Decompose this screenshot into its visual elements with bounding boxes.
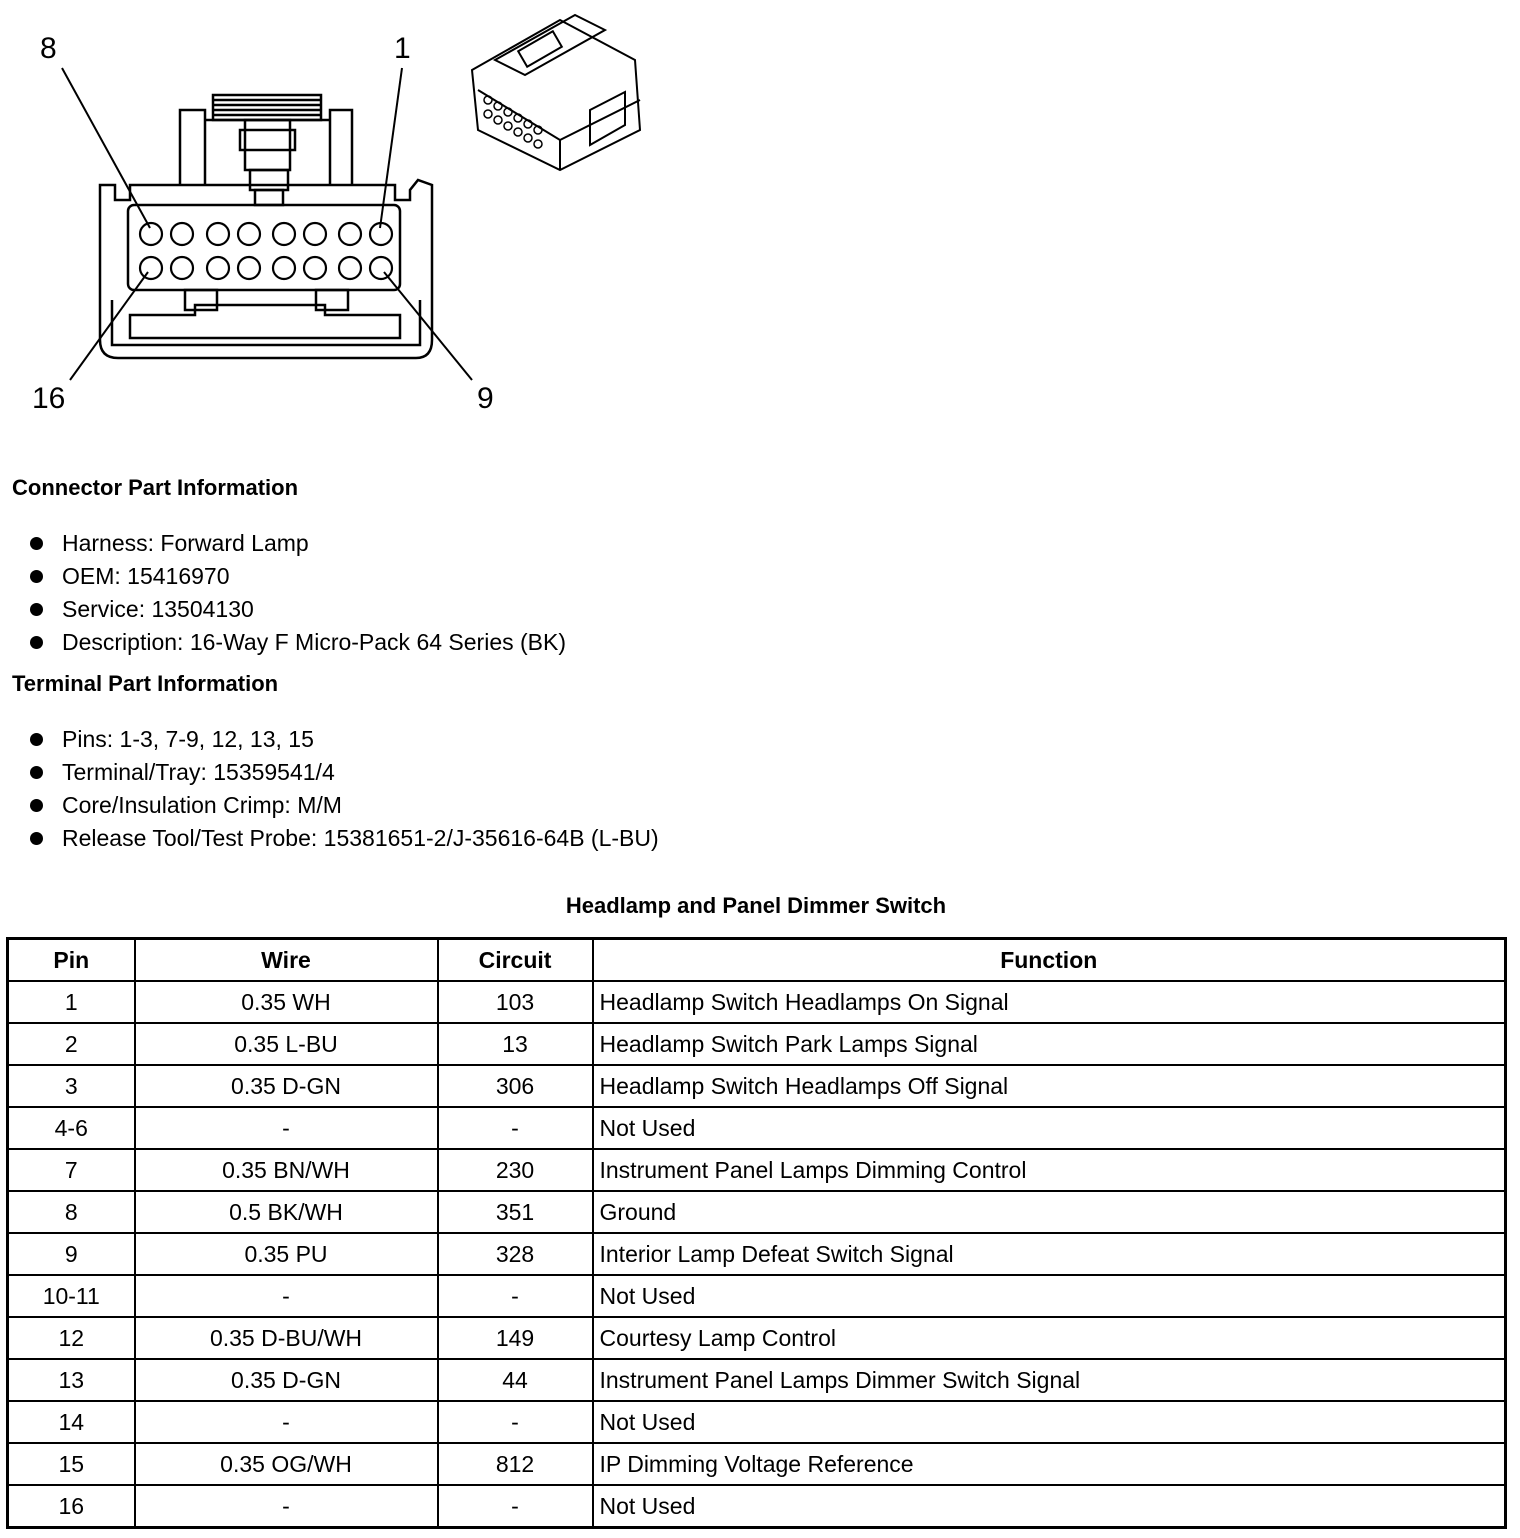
bullet-icon bbox=[30, 603, 43, 616]
circuit-cell: - bbox=[438, 1107, 593, 1149]
connector-info-list bbox=[30, 527, 566, 659]
circuit-cell: 328 bbox=[438, 1233, 593, 1275]
function-cell: Not Used bbox=[593, 1401, 1506, 1443]
table-row bbox=[8, 1023, 1506, 1065]
table-body bbox=[8, 981, 1506, 1528]
wire-cell: 0.35 D-GN bbox=[135, 1359, 438, 1401]
function-cell: Interior Lamp Defeat Switch Signal bbox=[593, 1233, 1506, 1275]
table-title: Headlamp and Panel Dimmer Switch bbox=[565, 893, 947, 918]
bullet-icon bbox=[30, 733, 43, 746]
pin-cell: 7 bbox=[8, 1149, 135, 1191]
circuit-cell: - bbox=[438, 1401, 593, 1443]
bullet-icon bbox=[30, 799, 43, 812]
wire-cell: - bbox=[135, 1401, 438, 1443]
bullet-icon bbox=[30, 570, 43, 583]
pin-cell: 13 bbox=[8, 1359, 135, 1401]
list-item: Terminal/Tray: 15359541/4 bbox=[30, 756, 659, 789]
list-item: Release Tool/Test Probe: 15381651-2/J-35616-64B (L-BU) bbox=[30, 822, 659, 855]
function-cell: IP Dimming Voltage Reference bbox=[593, 1443, 1506, 1485]
connector-isometric-view bbox=[472, 15, 640, 170]
connector-diagram bbox=[0, 0, 700, 440]
circuit-cell: 306 bbox=[438, 1065, 593, 1107]
wire-cell: 0.35 OG/WH bbox=[135, 1443, 438, 1485]
function-cell: Not Used bbox=[593, 1107, 1506, 1149]
wire-cell: - bbox=[135, 1485, 438, 1528]
list-item: Pins: 1-3, 7-9, 12, 13, 15 bbox=[30, 723, 659, 756]
pin-cell: 1 bbox=[8, 981, 135, 1023]
circuit-cell: - bbox=[438, 1275, 593, 1317]
wire-cell: - bbox=[135, 1107, 438, 1149]
pinout-table bbox=[6, 937, 1507, 1529]
pin-cell: 16 bbox=[8, 1485, 135, 1528]
wire-cell: 0.35 D-BU/WH bbox=[135, 1317, 438, 1359]
circuit-cell: 351 bbox=[438, 1191, 593, 1233]
circuit-cell: - bbox=[438, 1485, 593, 1528]
function-cell: Instrument Panel Lamps Dimming Control bbox=[593, 1149, 1506, 1191]
table-row bbox=[8, 981, 1506, 1023]
pin-label-8: 8 bbox=[40, 32, 57, 65]
circuit-cell: 13 bbox=[438, 1023, 593, 1065]
function-cell: Headlamp Switch Headlamps Off Signal bbox=[593, 1065, 1506, 1107]
column-header-circuit: Circuit bbox=[438, 939, 593, 982]
table-row bbox=[8, 1317, 1506, 1359]
pin-label-16: 16 bbox=[32, 382, 66, 415]
pin-label-1: 1 bbox=[394, 32, 411, 65]
terminal-cavities bbox=[140, 223, 392, 279]
column-header-wire: Wire bbox=[135, 939, 438, 982]
table-row bbox=[8, 1359, 1506, 1401]
pin-cell: 14 bbox=[8, 1401, 135, 1443]
table-row bbox=[8, 1233, 1506, 1275]
column-header-pin: Pin bbox=[8, 939, 135, 982]
table-row bbox=[8, 1401, 1506, 1443]
function-cell: Not Used bbox=[593, 1275, 1506, 1317]
function-cell: Headlamp Switch Headlamps On Signal bbox=[593, 981, 1506, 1023]
wire-cell: 0.35 D-GN bbox=[135, 1065, 438, 1107]
function-cell: Instrument Panel Lamps Dimmer Switch Signal bbox=[593, 1359, 1506, 1401]
column-header-function: Function bbox=[593, 939, 1506, 982]
circuit-cell: 44 bbox=[438, 1359, 593, 1401]
list-item: OEM: 15416970 bbox=[30, 560, 566, 593]
function-cell: Courtesy Lamp Control bbox=[593, 1317, 1506, 1359]
list-item: Harness: Forward Lamp bbox=[30, 527, 566, 560]
pin-cell: 12 bbox=[8, 1317, 135, 1359]
pin-cell: 2 bbox=[8, 1023, 135, 1065]
wire-cell: - bbox=[135, 1275, 438, 1317]
table-row bbox=[8, 1275, 1506, 1317]
list-item: Service: 13504130 bbox=[30, 593, 566, 626]
terminal-info-list bbox=[30, 723, 659, 855]
table-row bbox=[8, 1485, 1506, 1528]
list-item: Description: 16-Way F Micro-Pack 64 Series (BK) bbox=[30, 626, 566, 659]
pin-cell: 10-11 bbox=[8, 1275, 135, 1317]
bullet-icon bbox=[30, 832, 43, 845]
list-item: Core/Insulation Crimp: M/M bbox=[30, 789, 659, 822]
circuit-cell: 230 bbox=[438, 1149, 593, 1191]
connector-face-drawing bbox=[0, 0, 700, 440]
bullet-icon bbox=[30, 537, 43, 550]
table-row bbox=[8, 1149, 1506, 1191]
wire-cell: 0.35 L-BU bbox=[135, 1023, 438, 1065]
pin-cell: 3 bbox=[8, 1065, 135, 1107]
pin-label-9: 9 bbox=[477, 382, 494, 415]
pin-cell: 9 bbox=[8, 1233, 135, 1275]
connector-info-heading: Connector Part Information bbox=[12, 475, 299, 500]
function-cell: Headlamp Switch Park Lamps Signal bbox=[593, 1023, 1506, 1065]
pin-cell: 8 bbox=[8, 1191, 135, 1233]
table-row bbox=[8, 1107, 1506, 1149]
function-cell: Ground bbox=[593, 1191, 1506, 1233]
terminal-info-heading: Terminal Part Information bbox=[12, 671, 279, 696]
table-row bbox=[8, 1065, 1506, 1107]
table-row bbox=[8, 1443, 1506, 1485]
table-header-row bbox=[8, 939, 1506, 982]
wire-cell: 0.35 PU bbox=[135, 1233, 438, 1275]
wire-cell: 0.35 BN/WH bbox=[135, 1149, 438, 1191]
circuit-cell: 812 bbox=[438, 1443, 593, 1485]
pin-cell: 4-6 bbox=[8, 1107, 135, 1149]
pin-cell: 15 bbox=[8, 1443, 135, 1485]
circuit-cell: 103 bbox=[438, 981, 593, 1023]
bullet-icon bbox=[30, 636, 43, 649]
circuit-cell: 149 bbox=[438, 1317, 593, 1359]
table-row bbox=[8, 1191, 1506, 1233]
bullet-icon bbox=[30, 766, 43, 779]
wire-cell: 0.35 WH bbox=[135, 981, 438, 1023]
wire-cell: 0.5 BK/WH bbox=[135, 1191, 438, 1233]
function-cell: Not Used bbox=[593, 1485, 1506, 1528]
